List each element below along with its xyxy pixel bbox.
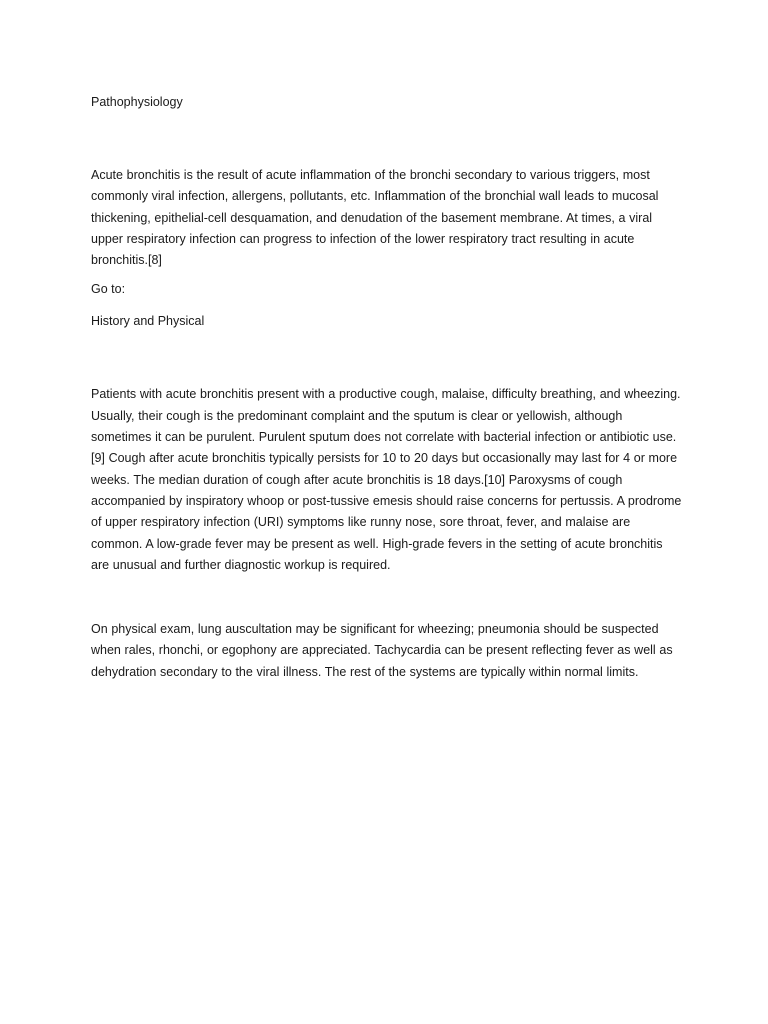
section-heading-pathophysiology: Pathophysiology (91, 95, 183, 109)
paragraph-pathophysiology: Acute bronchitis is the result of acute inflammation of the bronchi secondary to various triggers, most commonly viral infection, allergens, pollutants, etc. Inflammation of the bronchial wall leads to mucosal thickening, epithelial-cell desquamation, and denudation of the basement membrane. At times, a viral upper respiratory infection can progress to infection of the lower respiratory tract resulting in acute bronchitis.[8] (91, 168, 659, 268)
section-heading-history-and-physical: History and Physical (91, 314, 205, 329)
paragraph-history-physical-exam: On physical exam, lung auscultation may be significant for wheezing; pneumonia should be suspected when rales, rhonchi, or egophony are appreciated. Tachycardia can be present reflecting fever as well as dehydration secondary to the viral illness. The rest of the systems are typically within normal limits. (91, 622, 673, 679)
goto-label: Go to: (91, 282, 126, 297)
paragraph-history-symptoms: Patients with acute bronchitis present with a productive cough, malaise, difficulty breathing, and wheezing. Usually, their cough is the predominant complaint and the sputum is clear or yellowish, although sometimes it can be purulent. Purulent sputum does not correlate with bacterial infection or antibiotic use.[9] Cough after acute bronchitis typically persists for 10 to 20 days but occasionally may last for 4 or more weeks. The median duration of cough after acute bronchitis is 18 days.[10] Paroxysms of cough accompanied by inspiratory whoop or post-tussive emesis should raise concerns for pertussis. A prodrome of upper respiratory infection (URI) symptoms like runny nose, sore throat, fever, and malaise are common. A low-grade fever may be present as well. High-grade fevers in the setting of acute bronchitis are unusual and further diagnostic workup is required. (91, 387, 682, 572)
